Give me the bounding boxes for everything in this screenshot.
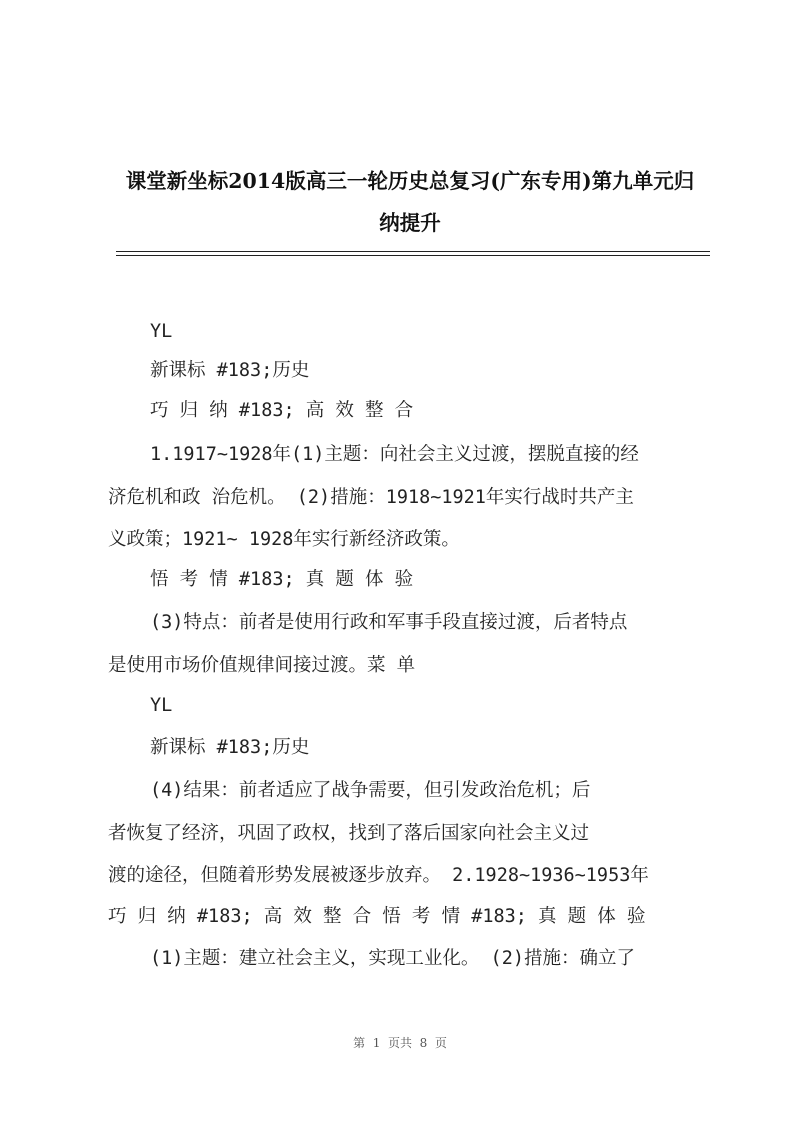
body-line: (3)特点：前者是使用行政和军事手段直接过渡，后者特点 [150,612,628,633]
body-line: 巧 归 纳 #183; 高 效 整 合 [150,400,414,421]
document-title-line-2: 纳提升 [379,211,441,235]
body-line: (4)结果：前者适应了战争需要，但引发政治危机；后 [150,780,591,801]
body-line: 悟 考 情 #183; 真 题 体 验 [150,569,414,590]
body-line: 渡的途径，但随着形势发展被逐步放弃。 2.1928~1936~1953年 [108,865,649,886]
body-line: 巧 归 纳 #183; 高 效 整 合 悟 考 情 #183; 真 题 体 验 [108,906,646,927]
body-line: (1)主题：建立社会主义，实现工业化。 (2)措施：确立了 [150,948,635,969]
title-divider-top [116,251,710,252]
body-line: YL [150,321,173,342]
title-divider-bottom [116,255,710,256]
body-line: 义政策；1921~ 1928年实行新经济政策。 [108,529,460,550]
body-line: 济危机和政 治危机。 (2)措施：1918~1921年实行战时共产主 [108,487,634,508]
page-footer: 第 1 页共 8 页 [353,1036,447,1050]
body-line: YL [150,695,173,716]
document-title-line-1: 课堂新坐标2014版高三一轮历史总复习(广东专用)第九单元归 [125,169,695,193]
body-line: 新课标 #183;历史 [150,737,310,758]
body-line: 者恢复了经济，巩固了政权，找到了落后国家向社会主义过 [108,823,590,844]
body-line: 1.1917~1928年(1)主题：向社会主义过渡，摆脱直接的经 [150,444,639,465]
body-line: 是使用市场价值规律间接过渡。菜 单 [108,655,416,676]
body-line: 新课标 #183;历史 [150,360,310,381]
